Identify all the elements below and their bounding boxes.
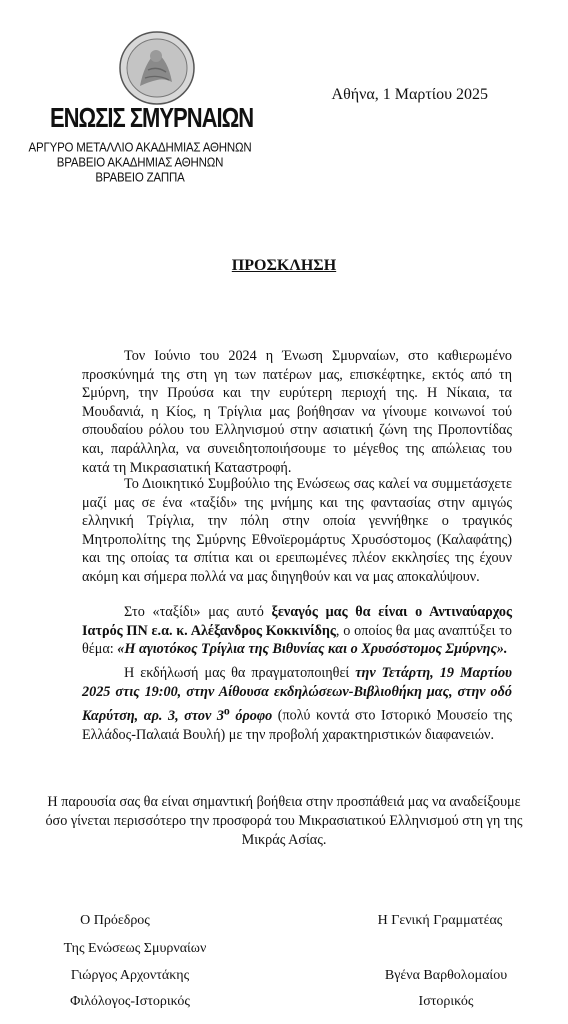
award-line: ΒΡΑΒΕΙΟ ΖΑΠΠΑ <box>95 171 185 185</box>
signature-right-name: Βγένα Βαρθολομαίου <box>384 968 508 983</box>
signature-left-organization: Της Ενώσεως Σμυρναίων <box>63 941 207 956</box>
paragraph-text: Στο «ταξίδι» μας αυτό <box>124 604 272 620</box>
paragraph-invitation: Το Διοικητικό Συμβούλιο της Ενώσεως σας καλεί να συμμετάσχετε μαζί μας σε ένα «ταξίδι» της μνήμης και της φαντασίας στην αμιγώς ελληνική Τρίγλια, την πόλη στην οποία γεννήθηκε ο τραγικός Μητροπολίτης της Σμύρνης Εθνοϊερομάρτυς Χρυσόστομος (Καλαφάτης) και της οποίας τα σπίτια και οι ερειπωμένες πλέον εκκλησίες της έχουν ακόμη και σήμερα πολλά να μας διηγηθούν και να μας αποκαλύψουν. <box>82 476 512 585</box>
letter-date: Αθήνα, 1 Μαρτίου 2025 <box>331 86 488 103</box>
award-line: ΒΡΑΒΕΙΟ ΑΚΑΔΗΜΙΑΣ ΑΘΗΝΩΝ <box>56 156 224 170</box>
paragraph-text: , ο οποίος θα μας αναπτύξει το θέμα: <box>82 622 512 658</box>
event-datetime-location: την Τετάρτη, 19 Μαρτίου 2025 στις 19:00, στην Αίθουσα εκδηλώσεων-Βιβλιοθήκη μας, στην οδό Καρύτση, αρ. 3, στον 3 <box>82 665 512 724</box>
floor-superscript: ο <box>223 703 230 718</box>
award-line: ΑΡΓΥΡΟ ΜΕΤΑΛΛΙΟ ΑΚΑΔΗΜΙΑΣ ΑΘΗΝΩΝ <box>28 141 252 155</box>
speaker-name: ξεναγός μας θα είναι ο Αντιναύαρχος Ιατρός ΠΝ ε.α. κ. Αλέξανδρος Κοκκινίδης <box>82 604 512 639</box>
document-title: ΠΡΟΣΚΛΗΣΗ <box>231 257 337 274</box>
lecture-topic: «Η αγιοτόκος Τρίγλια της Βιθυνίας και ο Χρυσόστομος Σμύρνης». <box>117 641 508 658</box>
paragraph-text: Η εκδήλωσή μας θα πραγματοποιηθεί <box>124 665 356 681</box>
signature-left-name: Γιώργος Αρχοντάκης <box>70 968 190 983</box>
signature-right-title: Ιστορικός <box>418 994 474 1009</box>
signature-left-title: Φιλόλογος-Ιστορικός <box>70 994 190 1009</box>
signature-right-role: Η Γενική Γραμματέας <box>377 913 503 928</box>
event-floor: όροφο <box>229 707 273 724</box>
organization-name: ΕΝΩΣΙΣ ΣΜΥΡΝΑΙΩΝ <box>50 102 254 134</box>
paragraph-speaker <box>82 603 512 659</box>
closing-paragraph: Η παρουσία σας θα είναι σημαντική βοήθεια στην προσπάθειά μας να αναδείξουμε όσο γίνεται περισσότερο την προσφορά του Μικρασιατικού Ελληνισμού στη γη της Μικράς Ασίας. <box>45 794 523 848</box>
signature-left-role: Ο Πρόεδρος <box>80 913 150 928</box>
paragraph-intro: Τον Ιούνιο του 2024 η Ένωση Σμυρναίων, στο καθιερωμένο προσκύνημά της στη γη των πατέρων μας, επισκέφτηκε, εκτός από τη Σμύρνη, την Προύσα και την ευρύτερη περιοχή της. Η Νίκαια, τα Μουδανιά, η Κίος, η Τρίγλια μας βοήθησαν να γίνουμε κοινωνοί τού σπουδαίου ρόλου του Ελληνισμού στην ασιατική ζώνη της Προποντίδας και, παράλληλα, να συνειδητοποιήσουμε το μέγεθος της απώλειας του κατά τη Μικρασιατική Καταστροφή. <box>82 348 512 476</box>
paragraph-event-details <box>82 664 512 744</box>
seal-emblem-icon <box>118 30 196 106</box>
paragraph-text: (πολύ κοντά στο Ιστορικό Μουσείο της Ελλάδος-Παλαιά Βουλή) με την προβολή χαρακτηριστικών διαφανειών. <box>82 707 512 743</box>
